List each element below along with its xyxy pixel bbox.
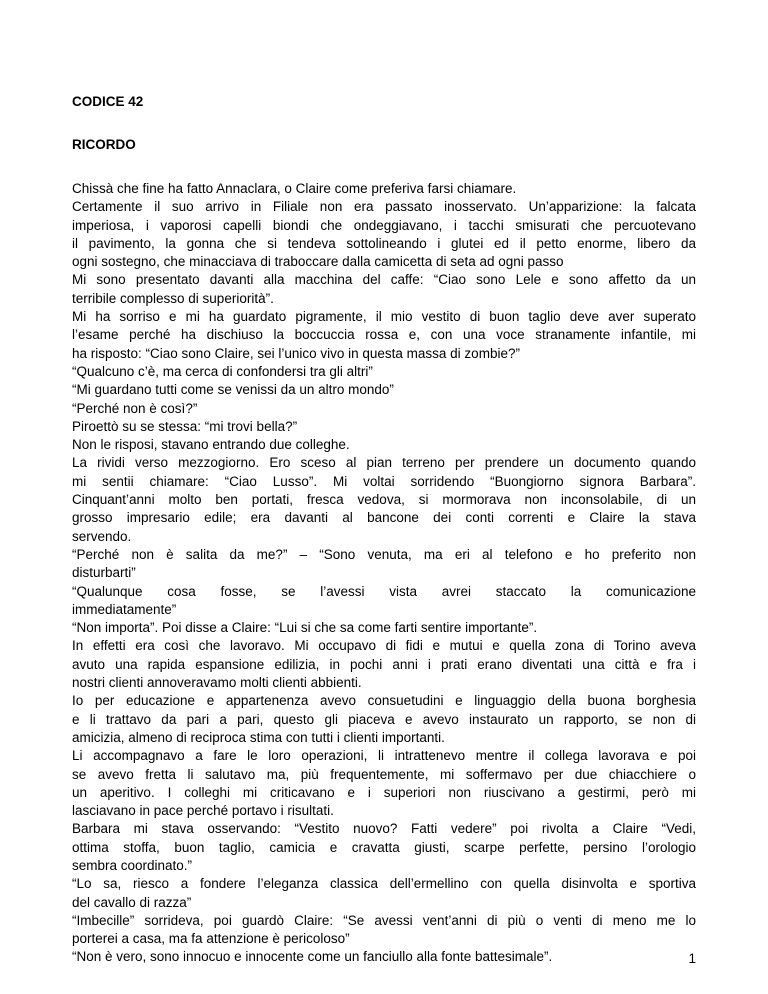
text-line: “Qualcuno c’è, ma cerca di confondersi tra gli altri” [72, 363, 373, 379]
text-line: terribile complesso di superiorità”. [72, 290, 274, 306]
document-body [72, 180, 696, 967]
page-number: 1 [688, 951, 696, 966]
text-line: ha risposto: “Ciao sono Claire, sei l’unico vivo in questa massa di zombie?” [72, 345, 520, 361]
text-line: servendo. [72, 528, 132, 544]
text-line: nostri clienti annoveravamo molti clienti abbienti. [72, 675, 362, 691]
text-line: Mi sono presentato davanti alla macchina del caffe: “Ciao sono Lele e sono affetto da un [72, 272, 696, 288]
text-line: amicizia, almeno di reciproca stima con tutti i clienti importanti. [72, 729, 445, 745]
text-line: Certamente il suo arrivo in Filiale non era passato inosservato. Un’apparizione: la falcata [72, 199, 696, 215]
text-line: porterei a casa, ma fa attenzione è pericoloso” [72, 931, 350, 947]
text-line: “Non è vero, sono innocuo e innocente come un fanciullo alla fonte battesimale”. [72, 949, 553, 965]
text-line: ottima stoffa, buon taglio, camicia e cravatta giusti, scarpe perfette, persino l’orologio [72, 839, 696, 855]
text-line: avuto una rapida espansione edilizia, in pochi anni i prati erano diventati una città e fra i [72, 656, 696, 672]
text-line: e li trattavo da pari a pari, questo gli piaceva e avevo instaurato un rapporto, se non di [72, 711, 696, 727]
text-line: il pavimento, la gonna che si tendeva sottolineando i glutei ed il petto enorme, libero da [72, 235, 696, 251]
text-line: Mi ha sorriso e mi ha guardato pigramente, il mio vestito di buon taglio deve aver superato [72, 309, 696, 325]
text-line: “Perché non è così?” [72, 400, 198, 416]
text-line: l’esame perché ha dischiuso la boccuccia rossa e, con una voce stranamente infantile, mi [72, 327, 696, 343]
text-line: Cinquant’anni molto ben portati, fresca vedova, si mormorava non inconsolabile, di un [72, 492, 696, 508]
text-line: Barbara mi stava osservando: “Vestito nuovo? Fatti vedere” poi rivolta a Claire “Vedi, [72, 821, 696, 837]
text-line: Piroettò su se stessa: “mi trovi bella?” [72, 418, 298, 434]
text-line: sembra coordinato.” [72, 857, 193, 873]
text-line: In effetti era così che lavoravo. Mi occupavo di fidi e mutui e quella zona di Torino aveva [72, 638, 696, 654]
document-title: CODICE 42 [72, 94, 144, 109]
document-subtitle: RICORDO [72, 137, 136, 152]
text-line: grosso impresario edile; era davanti al bancone dei conti correnti e Claire la stava [72, 510, 696, 526]
text-line: disturbarti” [72, 565, 136, 581]
text-line: La rividi verso mezzogiorno. Ero sceso al pian terreno per prendere un documento quando [72, 455, 696, 471]
text-line: “Perché non è salita da me?” – “Sono venuta, ma eri al telefono e ho preferito non [72, 546, 696, 562]
text-line: imperiosa, i vaporosi capelli biondi che ondeggiavano, i tacchi smisurati che percuotevano [72, 217, 696, 233]
text-line: un aperitivo. I colleghi mi criticavano e i superiori non riuscivano a gestirmi, però mi [72, 784, 696, 800]
text-line: immediatamente” [72, 601, 177, 617]
text-line: “Non importa”. Poi disse a Claire: “Lui si che sa come farti sentire importante”. [72, 620, 538, 636]
text-line: “Qualunque cosa fosse, se l’avessi vista avrei staccato la comunicazione [72, 583, 696, 599]
text-line: mi sentii chiamare: “Ciao Lusso”. Mi voltai sorridendo “Buongiorno signora Barbara”. [72, 473, 696, 489]
text-line: del cavallo di razza” [72, 894, 192, 910]
text-line: “Mi guardano tutti come se venissi da un altro mondo” [72, 382, 394, 398]
text-line: ogni sostegno, che minacciava di traboccare dalla camicetta di seta ad ogni passo [72, 254, 564, 270]
text-line: Li accompagnavo a fare le loro operazioni, li intrattenevo mentre il collega lavorava e poi [72, 748, 696, 764]
text-line: lasciavano in pace perché portavo i risultati. [72, 803, 334, 819]
text-line: “Imbecille” sorrideva, poi guardò Claire: “Se avessi vent’anni di più o venti di meno me lo [72, 912, 696, 928]
text-line: Non le risposi, stavano entrando due colleghe. [72, 437, 350, 453]
text-line: “Lo sa, riesco a fondere l’eleganza classica dell’ermellino con quella disinvolta e sportiva [72, 876, 696, 892]
text-line: Chissà che fine ha fatto Annaclara, o Claire come preferiva farsi chiamare. [72, 181, 517, 196]
text-line: Io per educazione e appartenenza avevo consuetudini e linguaggio della buona borghesia [72, 693, 696, 709]
text-line: se avevo fretta li salutavo ma, più frequentemente, mi soffermavo per due chiacchiere o [72, 766, 696, 782]
